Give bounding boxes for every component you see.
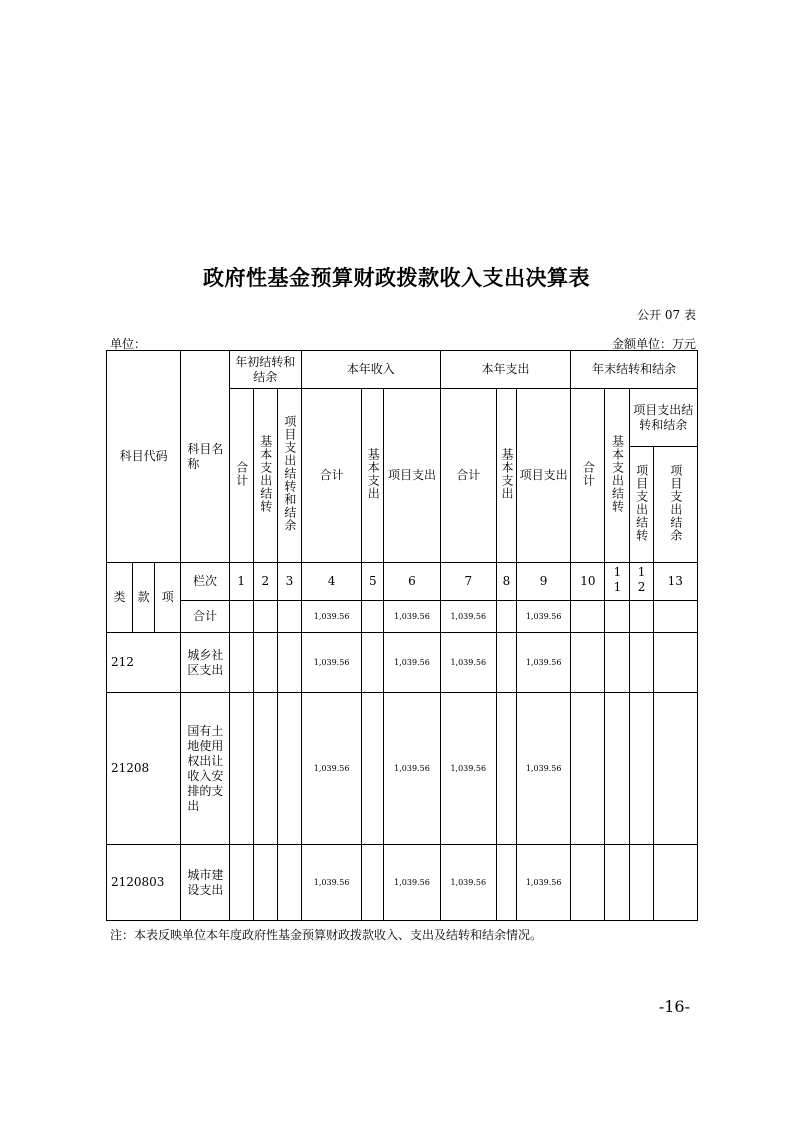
row-code: 21208 xyxy=(107,693,181,845)
cell-c9: 1,039.56 xyxy=(516,845,570,921)
budget-table xyxy=(106,350,698,921)
col-no-5: 5 xyxy=(362,563,384,601)
header-xiang: 项 xyxy=(155,563,181,633)
header-begin-total: 合计 xyxy=(229,389,253,563)
row-name: 城市建设支出 xyxy=(181,845,229,921)
col-no-2: 2 xyxy=(253,563,277,601)
col-no-4: 4 xyxy=(301,563,361,601)
cell-c4: 1,039.56 xyxy=(301,845,361,921)
header-income-project: 项目支出 xyxy=(384,389,440,563)
table-row xyxy=(107,693,698,845)
header-end-project-carry: 项目支出结转 xyxy=(629,447,653,563)
header-end-balance: 年末结转和结余 xyxy=(571,351,698,389)
row-name: 国有土地使用权出让收入安排的支出 xyxy=(181,693,229,845)
col-no-7: 7 xyxy=(440,563,496,601)
form-number: 公开 07 表 xyxy=(637,308,696,322)
header-end-project-group: 项目支出结转和结余 xyxy=(629,389,697,447)
col-no-1: 1 xyxy=(229,563,253,601)
col-no-9: 9 xyxy=(516,563,570,601)
header-income-basic: 基本支出 xyxy=(362,389,384,563)
header-lei: 类 xyxy=(107,563,133,633)
header-begin-balance: 年初结转和结余 xyxy=(229,351,301,389)
table-row xyxy=(107,845,698,921)
header-begin-project-carry: 项目支出结转和结余 xyxy=(277,389,301,563)
header-expense: 本年支出 xyxy=(440,351,571,389)
header-expense-project: 项目支出 xyxy=(516,389,570,563)
cell-c6: 1,039.56 xyxy=(384,693,440,845)
cell-c6: 1,039.56 xyxy=(384,633,440,693)
header-expense-total: 合计 xyxy=(440,389,496,563)
row-code: 212 xyxy=(107,633,181,693)
header-code: 科目代码 xyxy=(107,351,181,563)
cell-c6: 1,039.56 xyxy=(384,845,440,921)
page-number: -16- xyxy=(658,997,690,1016)
header-name: 科目名称 xyxy=(181,351,229,563)
col-no-11: 11 xyxy=(605,563,629,601)
header-income: 本年收入 xyxy=(301,351,440,389)
cell-c6: 1,039.56 xyxy=(384,601,440,633)
col-no-6: 6 xyxy=(384,563,440,601)
unit-label: 单位： xyxy=(110,337,147,351)
row-name: 合计 xyxy=(181,601,229,633)
header-begin-basic-carry: 基本支出结转 xyxy=(253,389,277,563)
cell-c4: 1,039.56 xyxy=(301,601,361,633)
cell-c4: 1,039.56 xyxy=(301,633,361,693)
col-no-12: 12 xyxy=(629,563,653,601)
table-row-total xyxy=(107,601,698,633)
cell-c7: 1,039.56 xyxy=(440,845,496,921)
cell-c9: 1,039.56 xyxy=(516,693,570,845)
row-code: 2120803 xyxy=(107,845,181,921)
header-income-total: 合计 xyxy=(301,389,361,563)
header-column-no: 栏次 xyxy=(181,563,229,601)
header-end-basic-carry: 基本支出结转 xyxy=(605,389,629,563)
table-note: 注：本表反映单位本年度政府性基金预算财政拨款收入、支出及结转和结余情况。 xyxy=(110,928,543,942)
cell-c9: 1,039.56 xyxy=(516,601,570,633)
header-kuan: 款 xyxy=(133,563,155,633)
cell-c7: 1,039.56 xyxy=(440,601,496,633)
col-no-10: 10 xyxy=(571,563,605,601)
col-no-8: 8 xyxy=(496,563,516,601)
header-expense-basic: 基本支出 xyxy=(496,389,516,563)
page-title: 政府性基金预算财政拨款收入支出决算表 xyxy=(203,265,590,290)
row-name: 城乡社区支出 xyxy=(181,633,229,693)
cell-c7: 1,039.56 xyxy=(440,633,496,693)
col-no-13: 13 xyxy=(653,563,697,601)
cell-c7: 1,039.56 xyxy=(440,693,496,845)
money-unit-label: 金额单位：万元 xyxy=(611,337,696,351)
header-end-total: 合计 xyxy=(571,389,605,563)
cell-c4: 1,039.56 xyxy=(301,693,361,845)
cell-c9: 1,039.56 xyxy=(516,633,570,693)
col-no-3: 3 xyxy=(277,563,301,601)
table-row xyxy=(107,633,698,693)
header-end-project-balance: 项目支出结余 xyxy=(653,447,697,563)
